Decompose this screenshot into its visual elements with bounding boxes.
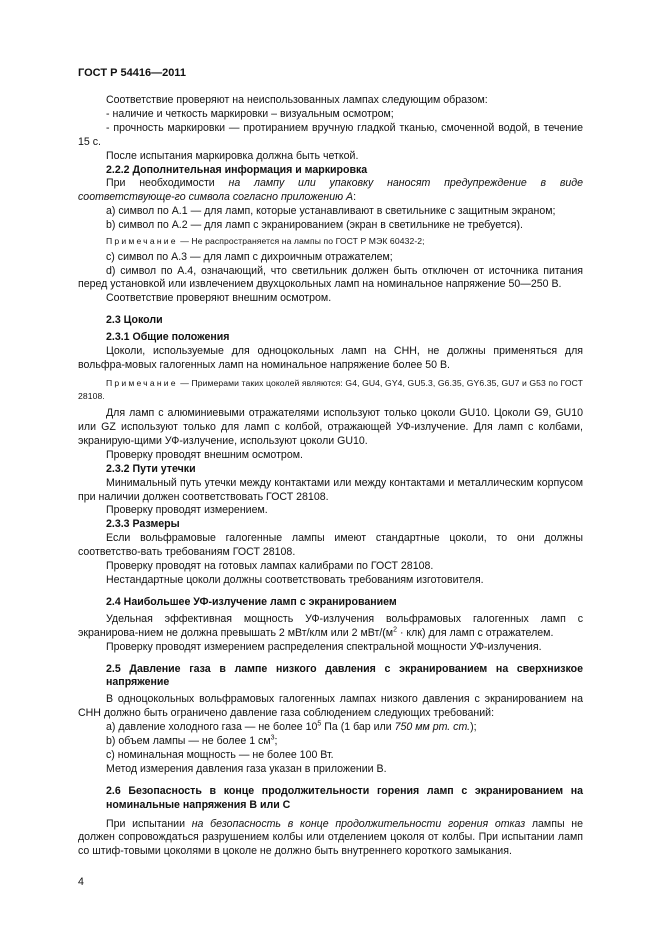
note-text: — Не распространяется на лампы по ГОСТ Р МЭК 60432-2; <box>177 236 425 247</box>
note-label: Примечание <box>106 377 178 388</box>
list-item: с) номинальная мощность — не более 100 Вт. <box>106 748 334 761</box>
text-run: Удельная эффективная мощность УФ-излучения вольфрамовых галогенных ламп с экранирова-нием не должна превышать 2 мВт/клм или 2 мВт/(м <box>78 612 583 639</box>
paragraph: Соответствие проверяют внешним осмотром. <box>106 292 332 305</box>
section-heading-2-4: 2.4 Наибольшее УФ-излучение ламп с экранированием <box>106 595 397 608</box>
section-heading-2-3: 2.3 Цоколи <box>106 314 163 327</box>
note-label: Примечание <box>106 236 178 247</box>
text-run: При испытании <box>106 817 192 830</box>
section-heading-2-3-2: 2.3.2 Пути утечки <box>106 462 196 475</box>
list-item: d) символ по А.4, означающий, что светильник должен быть отключен от источника питания перед установкой или извлечением двухцокольных ламп на номинальное напряжение 50—250 В. <box>78 264 583 291</box>
italic-text: 750 мм рт. ст. <box>394 721 471 734</box>
section-heading-2-6: 2.6 Безопасность в конце продолжительности горения ламп с экранированием на номинальные напряжения В или С <box>106 784 583 811</box>
paragraph: Проверку проводят измерением. <box>106 504 268 517</box>
superscript: 3 <box>270 734 275 742</box>
paragraph <box>78 177 583 205</box>
text-run: ); <box>470 721 477 734</box>
paragraph: Если вольфрамовые галогенные лампы имеют стандартные цоколи, то они должны соответство-вать требованиям ГОСТ 28108. <box>78 532 583 559</box>
list-item: - наличие и четкость маркировки – визуальным осмотром; <box>106 107 394 120</box>
list-item: b) символ по А.2 — для ламп с экранированием (экран в светильнике не требуется). <box>106 219 523 232</box>
list-item <box>78 721 583 735</box>
list-item: с) символ по А.3 — для ламп с дихроичным отражателем; <box>106 250 393 263</box>
text-run: а) давление холодного газа — не более 10 <box>106 721 318 734</box>
text-run: При необходимости <box>106 177 229 190</box>
document-header: ГОСТ Р 54416—2011 <box>78 67 186 79</box>
paragraph: Для ламп с алюминиевыми отражателями используют только цоколи GU10. Цоколи G9, GU10 или GZ используют только для ламп с колбой, отражающей УФ-излучение. Для ламп с колбами, экранирую-щими УФ-излучение, используют цоколи GU10. <box>78 407 583 447</box>
text-run: : <box>353 191 357 204</box>
note-text: — Примерами таких цоколей являются: G4, GU4, GY4, GU5.3, G6.35, GY6.35, GU7 и G53 по ГОСТ 28108. <box>78 377 583 401</box>
paragraph: Метод измерения давления газа указан в приложении В. <box>106 762 387 775</box>
paragraph: В одноцокольных вольфрамовых галогенных лампах низкого давления с экранированием на СНН должно быть ограничено давление газа соблюдением следующих требований: <box>78 693 583 720</box>
section-heading-2-3-3: 2.3.3 Размеры <box>106 518 180 531</box>
paragraph: Соответствие проверяют на неиспользованных лампах следующим образом: <box>106 94 488 106</box>
paragraph <box>78 613 583 641</box>
section-heading-2-3-1: 2.3.1 Общие положения <box>106 331 230 344</box>
section-heading-2-5: 2.5 Давление газа в лампе низкого давления с экранированием на сверхнизкое напряжение <box>106 662 583 689</box>
list-item: - прочность маркировки — протиранием вручную гладкой тканью, смоченной водой, в течение 15 с. <box>78 121 583 148</box>
list-item: а) символ по А.1 — для ламп, которые устанавливают в светильнике с защитным экраном; <box>106 205 556 218</box>
page-number: 4 <box>78 876 84 888</box>
paragraph: Минимальный путь утечки между контактами или между контактами и металлическим корпусом при наличии должен соответствовать ГОСТ 28108. <box>78 476 583 503</box>
text-run: · клк) для ламп с отражателем. <box>397 626 554 639</box>
text-run: лампы не должен сопровождаться разрушением колбы или отделением цоколя от колбы. При испытании ламп со штиф-товыми цоколями в цоколе не должно быть внутреннего короткого замыкания. <box>78 817 584 858</box>
paragraph <box>78 818 583 860</box>
italic-text: на безопасность в конце продолжительности горения отказ <box>191 817 526 830</box>
list-item <box>78 735 583 749</box>
italic-text: на лампу или упаковку наносят предупреждение в виде соответствующе-го символа согласно приложению А <box>78 177 583 204</box>
paragraph: Нестандартные цоколи должны соответствовать требованиям изготовителя. <box>106 573 484 586</box>
text-run: b) объем лампы — не более 1 см <box>106 735 271 748</box>
paragraph: Цоколи, используемые для одноцокольных ламп на СНН, не должны применяться для вольфра-мовых галогенных ламп на номинальное напряжение более 50 В. <box>78 345 583 371</box>
paragraph: Проверку проводят на готовых лампах калибрами по ГОСТ 28108. <box>106 560 434 573</box>
superscript: 2 <box>393 626 397 634</box>
paragraph: Проверку проводят внешним осмотром. <box>106 448 303 461</box>
paragraph: Проверку проводят измерением распределения спектральной мощности УФ-излучения. <box>106 640 542 653</box>
superscript: 5 <box>317 720 322 728</box>
note <box>78 377 583 402</box>
text-run: ; <box>274 735 278 748</box>
section-heading-2-2-2: 2.2.2 Дополнительная информация и маркировка <box>106 163 368 176</box>
document-body <box>78 94 583 859</box>
note <box>78 235 583 248</box>
paragraph: После испытания маркировка должна быть четкой. <box>106 149 359 162</box>
text-run: Па (1 бар или <box>321 721 395 734</box>
